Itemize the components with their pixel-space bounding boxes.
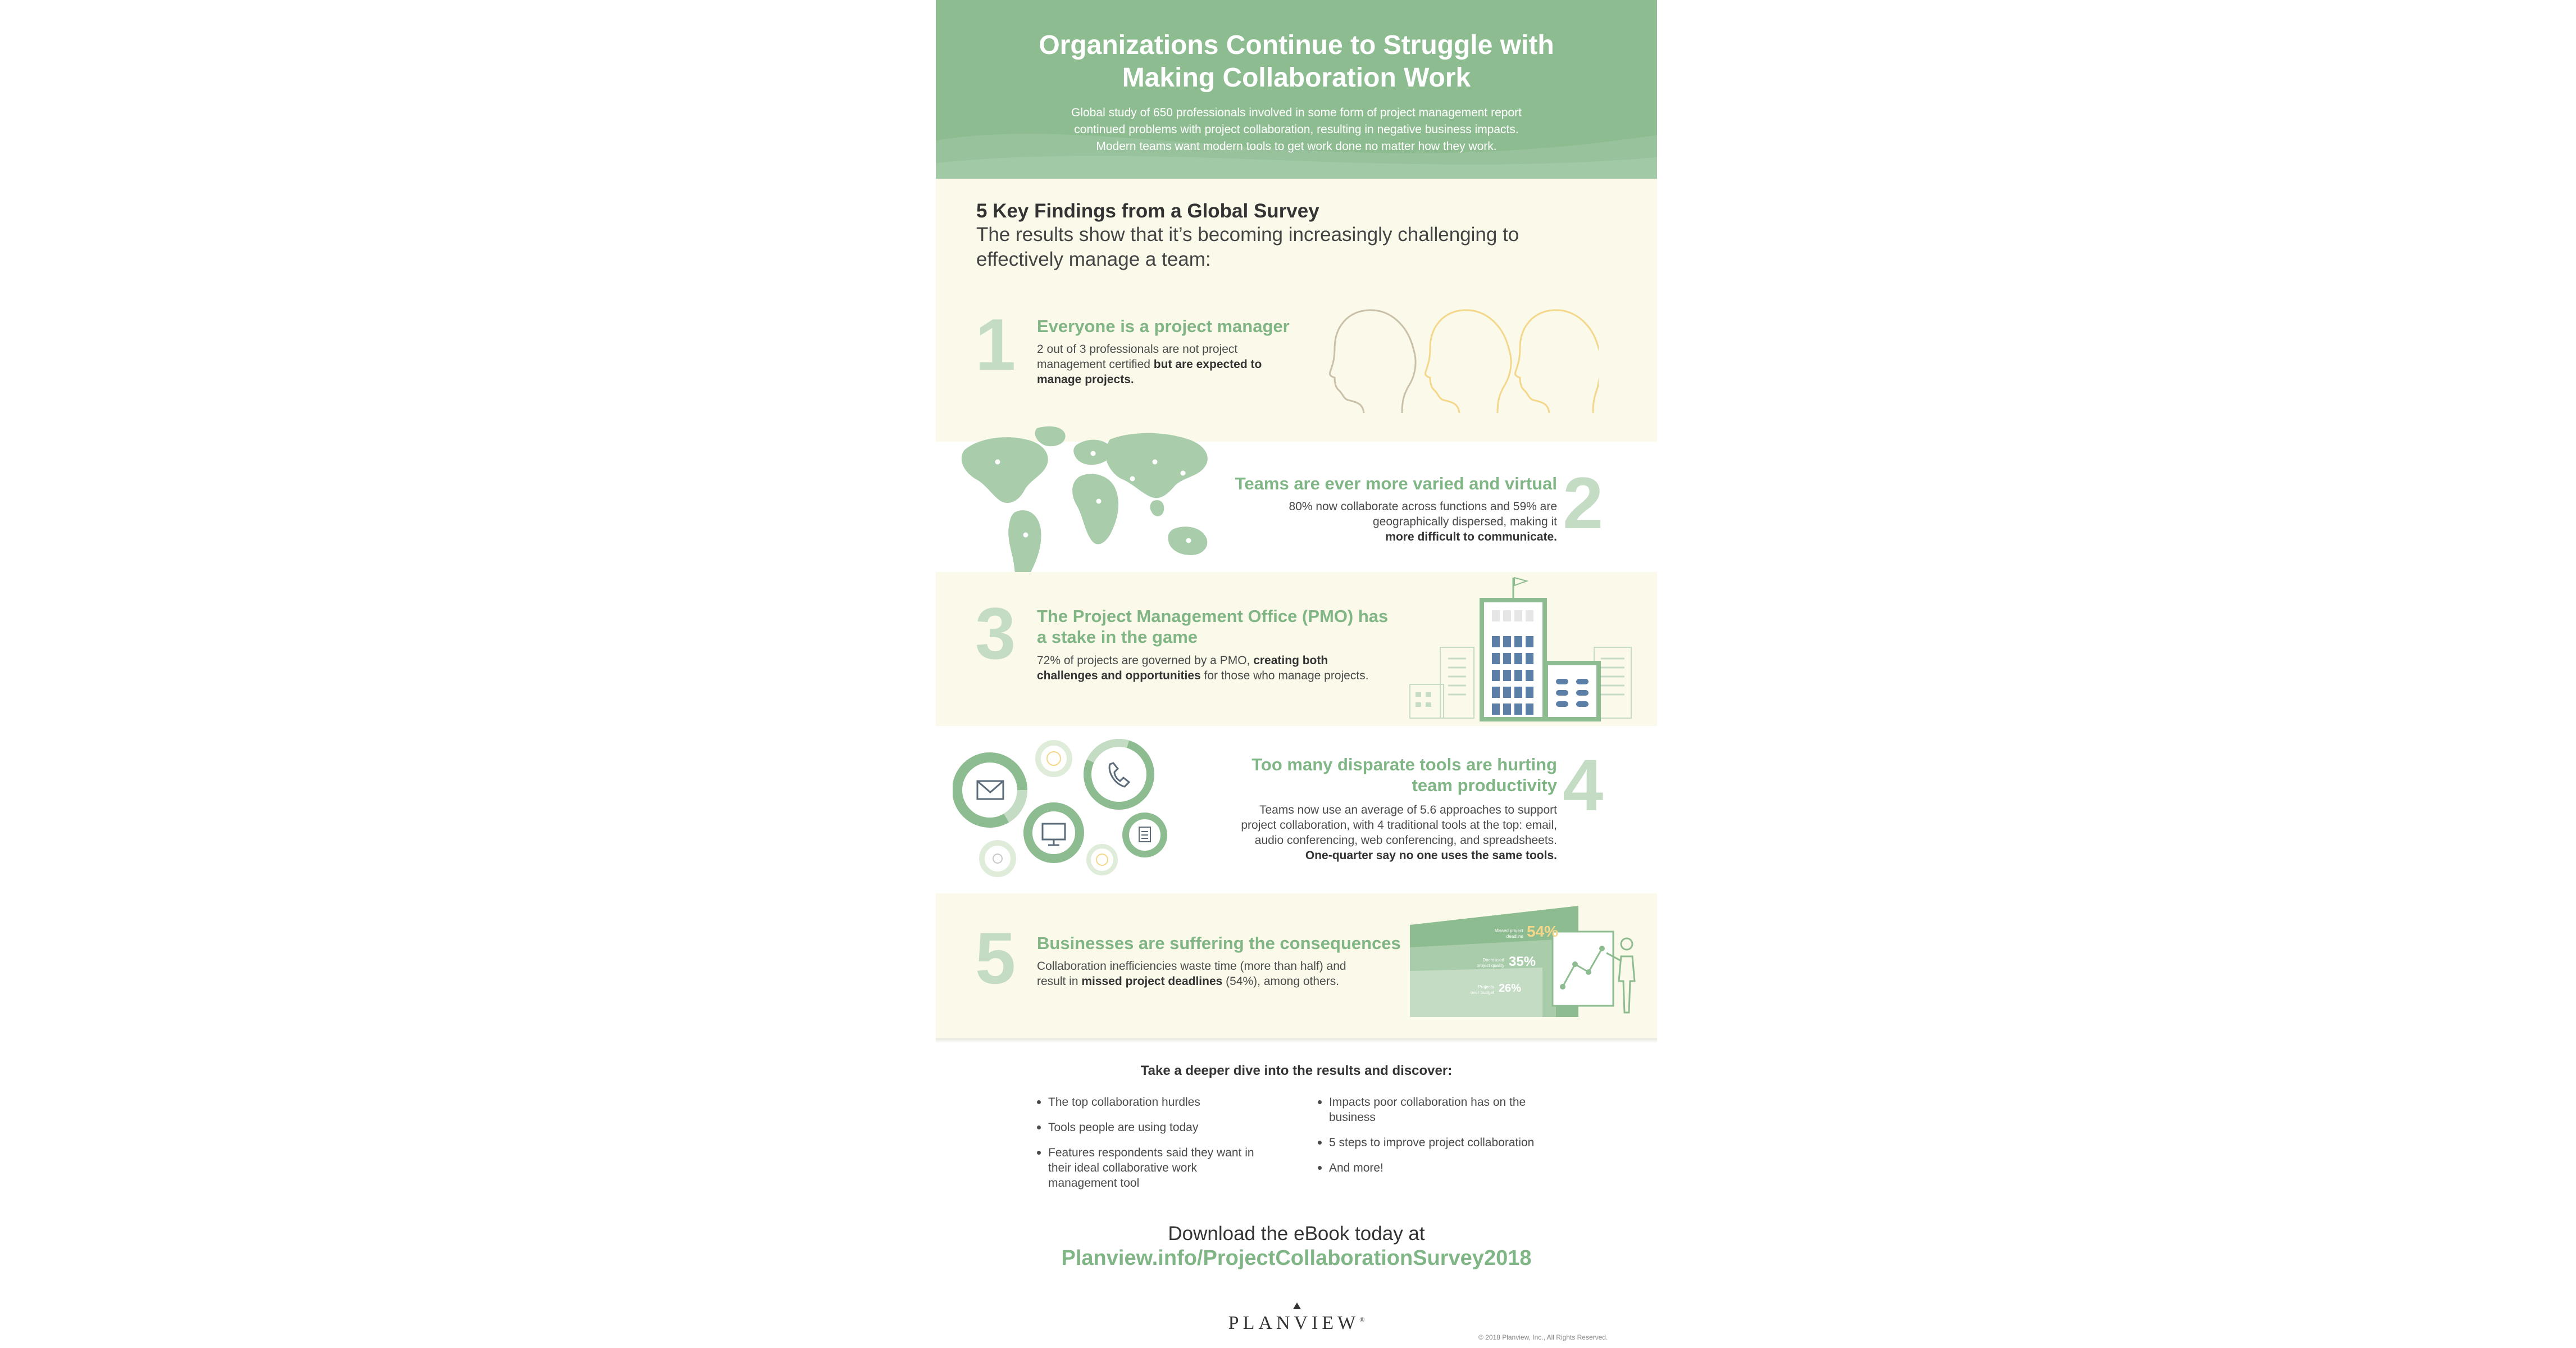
logo-triangle-icon: [1293, 1302, 1301, 1309]
list-item: Impacts poor collaboration has on the business: [1318, 1095, 1576, 1125]
bar-3-value: 26%: [1499, 982, 1522, 995]
bar-2-value: 35%: [1509, 954, 1536, 969]
planview-logo: PLANVIEW®: [1228, 1313, 1365, 1333]
list-item: The top collaboration hurdles: [1037, 1095, 1284, 1110]
finding-4-body: Teams now use an average of 5.6 approaches to support project collaboration, with 4 traditional tools at the top: email, audio conferencing, web conferencing, and spreadsheets. One-quarter say no one uses the same tools.: [1241, 804, 1557, 862]
list-item: Tools people are using today: [1037, 1120, 1284, 1135]
finding-3-body: 72% of projects are governed by a PMO, creating both challenges and opportunities for those who manage projects.: [1037, 654, 1369, 682]
bar-2-label: Decreased project quality: [1476, 957, 1504, 968]
phone-icon: [1087, 743, 1150, 806]
deeper-list-right: [1318, 1095, 1576, 1186]
list-item: 5 steps to improve project collaboration: [1318, 1135, 1576, 1150]
world-map-icon: [953, 423, 1217, 586]
finding-2-title: Teams are ever more varied and virtual: [1235, 474, 1557, 493]
monitor-icon: [1028, 807, 1080, 859]
building-icon: [1403, 574, 1639, 724]
finding-2-number: 2: [1563, 462, 1604, 544]
intro-description: The results show that it’s becoming increasingly challenging to effectively manage a team:: [976, 224, 1519, 270]
finding-3-title: The Project Management Office (PMO) has a stake in the game: [1037, 606, 1389, 647]
page-title: Organizations Continue to Struggle with Making Collaboration Work: [1039, 30, 1554, 93]
head-icon: [1330, 310, 1416, 413]
consequences-chart: [1410, 902, 1640, 1017]
list-item: And more!: [1318, 1160, 1576, 1175]
download-text: Download the eBook today at: [1168, 1223, 1425, 1245]
spreadsheet-icon: [1126, 816, 1164, 854]
bar-1-label: Missed project deadline: [1494, 928, 1523, 939]
finding-1-number: 1: [975, 303, 1016, 385]
section-divider: [936, 1038, 1657, 1043]
deeper-dive-title: Take a deeper dive into the results and discover:: [1140, 1063, 1453, 1078]
bar-3-label: Projects over budget: [1470, 984, 1494, 995]
finding-1-body: 2 out of 3 professionals are not project management certified but are expected to manage projects.: [1037, 343, 1262, 386]
finding-4-number: 4: [1563, 744, 1604, 826]
finding-5-number: 5: [975, 917, 1016, 999]
header-banner: [936, 0, 1657, 179]
heads-illustration: [1329, 303, 1599, 416]
tools-illustration: [953, 736, 1172, 883]
infographic: [936, 0, 1657, 1348]
finding-1-title: Everyone is a project manager: [1037, 316, 1290, 336]
bar-1-value: 54%: [1527, 923, 1559, 940]
page-subtitle: Global study of 650 professionals involved in some form of project management report continued problems with project collaboration, resulting in negative business impacts. Modern teams want modern tools to get work done no matter how they work.: [1071, 106, 1522, 153]
head-icon: [1515, 310, 1599, 413]
finding-3-number: 3: [975, 592, 1016, 674]
copyright: © 2018 Planview, Inc., All Rights Reserved.: [1478, 1333, 1608, 1341]
survey-link[interactable]: Planview.info/ProjectCollaborationSurvey2018: [1061, 1246, 1532, 1270]
list-item: Features respondents said they want in their ideal collaborative work management tool: [1037, 1145, 1284, 1191]
deeper-list-left: [1037, 1095, 1284, 1201]
finding-4-title: Too many disparate tools are hurting team productivity: [1251, 755, 1557, 795]
finding-2-body: 80% now collaborate across functions and 59% are geographically dispersed, making it more difficult to communicate.: [1289, 500, 1557, 543]
email-icon: [957, 757, 1022, 823]
head-icon: [1425, 310, 1511, 413]
finding-5-title: Businesses are suffering the consequences: [1037, 933, 1401, 953]
finding-5-body: Collaboration inefficiencies waste time (more than half) and result in missed project deadlines (54%), among others.: [1037, 960, 1346, 988]
intro-title: 5 Key Findings from a Global Survey: [976, 200, 1319, 222]
